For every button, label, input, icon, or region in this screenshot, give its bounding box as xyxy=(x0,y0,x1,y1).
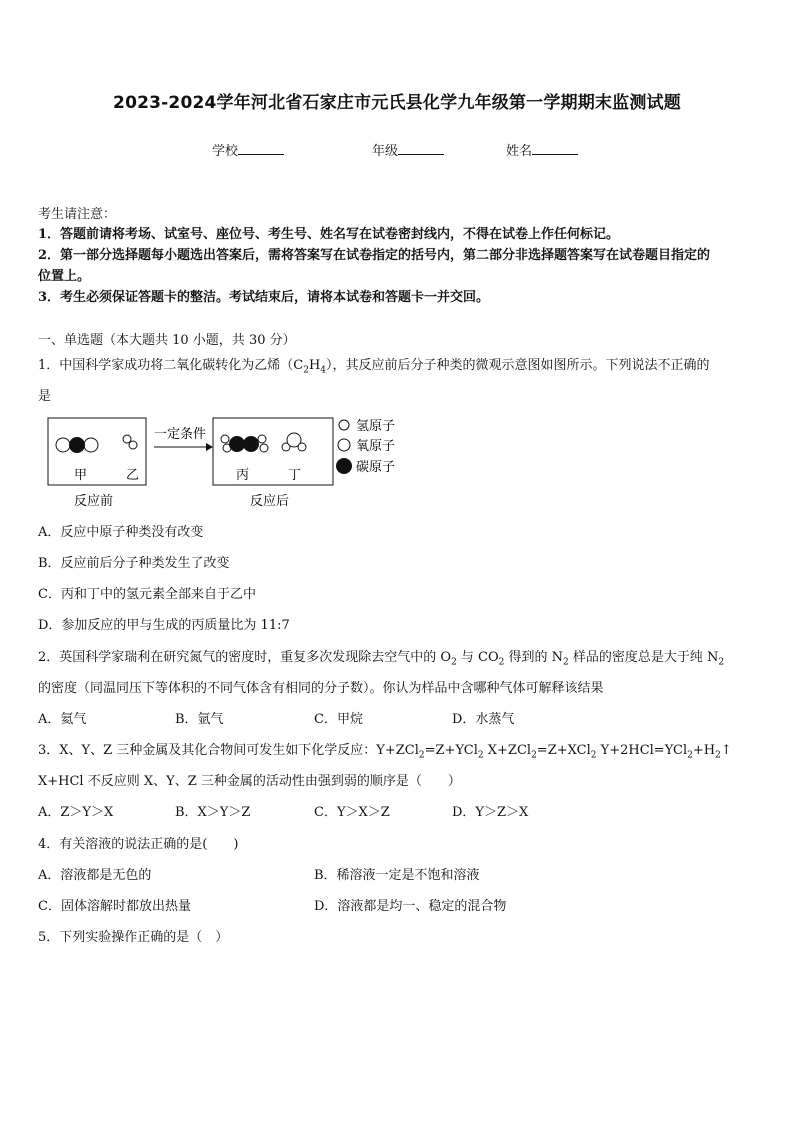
notice-item-2: 2．第一部分选择题每小题选出答案后，需将答案写在试卷指定的括号内，第二部分非选择题答案写在试卷题目指定的 xyxy=(38,248,711,263)
legend-c: 碳原子 xyxy=(356,460,396,475)
q2-option-c: C．甲烷 xyxy=(314,712,363,727)
q3-stem: 3．X、Y、Z 三种金属及其化合物间可发生如下化学反应：Y+ZCl$_2$=Z+YCl$_2$ X+ZCl$_2$=Z+XCl$_2$ $Y+2HCl=YCl_2+H_2↑$ xyxy=(38,743,732,761)
legend-c-icon xyxy=(336,458,352,474)
school-blank[interactable] xyxy=(238,142,284,155)
h-atom xyxy=(123,435,131,443)
q3-option-a: A．Z＞Y＞X xyxy=(38,805,114,820)
o-atom xyxy=(56,438,70,452)
q3-option-b: B．X＞Y＞Z xyxy=(175,805,251,820)
q4-option-d: D．溶液都是均一、稳定的混合物 xyxy=(314,899,507,914)
name-label: 姓名 xyxy=(506,144,533,159)
label-ding: 丁 xyxy=(288,468,302,483)
notice-heading: 考生请注意： xyxy=(38,207,117,222)
q2-stem: 2．英国科学家瑞利在研究氮气的密度时，重复多次发现除去空气中的 $O_2$ 与 $CO_2$ 得到的 $N_2$ 样品的密度总是大于纯 $N_2$ xyxy=(38,650,725,668)
school-label: 学校 xyxy=(212,144,239,159)
legend-h: 氢原子 xyxy=(356,419,396,434)
legend-o-icon xyxy=(338,439,350,451)
c-atom xyxy=(229,436,245,452)
q1-stem: 1．中国科学家成功将二氧化碳转化为乙烯$(C_2H_4)$，其反应前后分子种类的微观示意图如图所示。下列说法不正确的 xyxy=(38,358,710,376)
name-field xyxy=(506,140,578,159)
q4-stem: 4．有关溶液的说法正确的是( ) xyxy=(38,837,239,852)
page-title: 2023-2024学年河北省石家庄市元氏县化学九年级第一学期期末监测试题 xyxy=(113,93,681,113)
h-atom xyxy=(129,441,137,449)
o-atom xyxy=(84,438,98,452)
label-after: 反应后 xyxy=(250,494,290,509)
label-bing: 丙 xyxy=(236,468,250,483)
h-atom xyxy=(221,435,229,443)
notice-item-1: 1．答题前请将考场、试室号、座位号、考生号、姓名写在试卷密封线内，不得在试卷上作任何标记。 xyxy=(38,227,620,242)
c-atom xyxy=(243,436,259,452)
legend-h-icon xyxy=(339,420,349,430)
school-field xyxy=(212,140,284,159)
q1-option-a: A．反应中原子种类没有改变 xyxy=(38,525,204,540)
q4-option-a: A．溶液都是无色的 xyxy=(38,868,152,883)
notice-item-3: 3．考生必须保证答题卡的整洁。考试结束后，请将本试卷和答题卡一并交回。 xyxy=(38,290,490,305)
q3-option-c: C．Y＞X＞Z xyxy=(314,805,390,820)
grade-blank[interactable] xyxy=(398,142,444,155)
q1-stem-line2: 是 xyxy=(38,389,52,404)
q1-option-b: B．反应前后分子种类发生了改变 xyxy=(38,556,230,571)
q2-option-b: B．氩气 xyxy=(175,712,224,727)
h-atom xyxy=(298,443,306,451)
h-atom xyxy=(260,444,268,452)
condition-label: 一定条件 xyxy=(154,427,207,442)
q2-option-a: A．氦气 xyxy=(38,712,87,727)
reaction-diagram xyxy=(40,410,420,512)
q3-option-d: D．Y＞Z＞X xyxy=(452,805,529,820)
arrow-head xyxy=(206,443,213,451)
q5-stem: 5．下列实验操作正确的是（ ） xyxy=(38,930,229,945)
notice-item-2-cont: 位置上。 xyxy=(38,269,91,284)
section-heading: 一、单选题（本大题共 10 小题，共 30 分） xyxy=(38,333,296,348)
label-yi: 乙 xyxy=(126,468,140,483)
name-blank[interactable] xyxy=(532,142,578,155)
q2-stem-line2: 的密度（同温同压下等体积的不同气体含有相同的分子数）。你认为样品中含哪种气体可解释该结果 xyxy=(38,681,604,696)
q1-option-d: D．参加反应的甲与生成的丙质量比为 11:7 xyxy=(38,618,290,633)
label-before: 反应前 xyxy=(74,494,114,509)
after-box xyxy=(213,418,333,485)
legend-o: 氧原子 xyxy=(356,439,396,454)
grade-label: 年级 xyxy=(372,144,399,159)
q4-option-b: B．稀溶液一定是不饱和溶液 xyxy=(314,868,480,883)
c-atom xyxy=(69,437,85,453)
q2-option-d: D．水蒸气 xyxy=(452,712,515,727)
q3-stem-line2: X+HCl 不反应则 X、Y、Z 三种金属的活动性由强到弱的顺序是（ ） xyxy=(38,774,461,789)
label-jia: 甲 xyxy=(74,468,88,483)
grade-field xyxy=(372,140,444,159)
h-atom xyxy=(258,435,266,443)
q4-option-c: C．固体溶解时都放出热量 xyxy=(38,899,191,914)
q1-option-c: C．丙和丁中的氢元素全部来自于乙中 xyxy=(38,587,256,602)
